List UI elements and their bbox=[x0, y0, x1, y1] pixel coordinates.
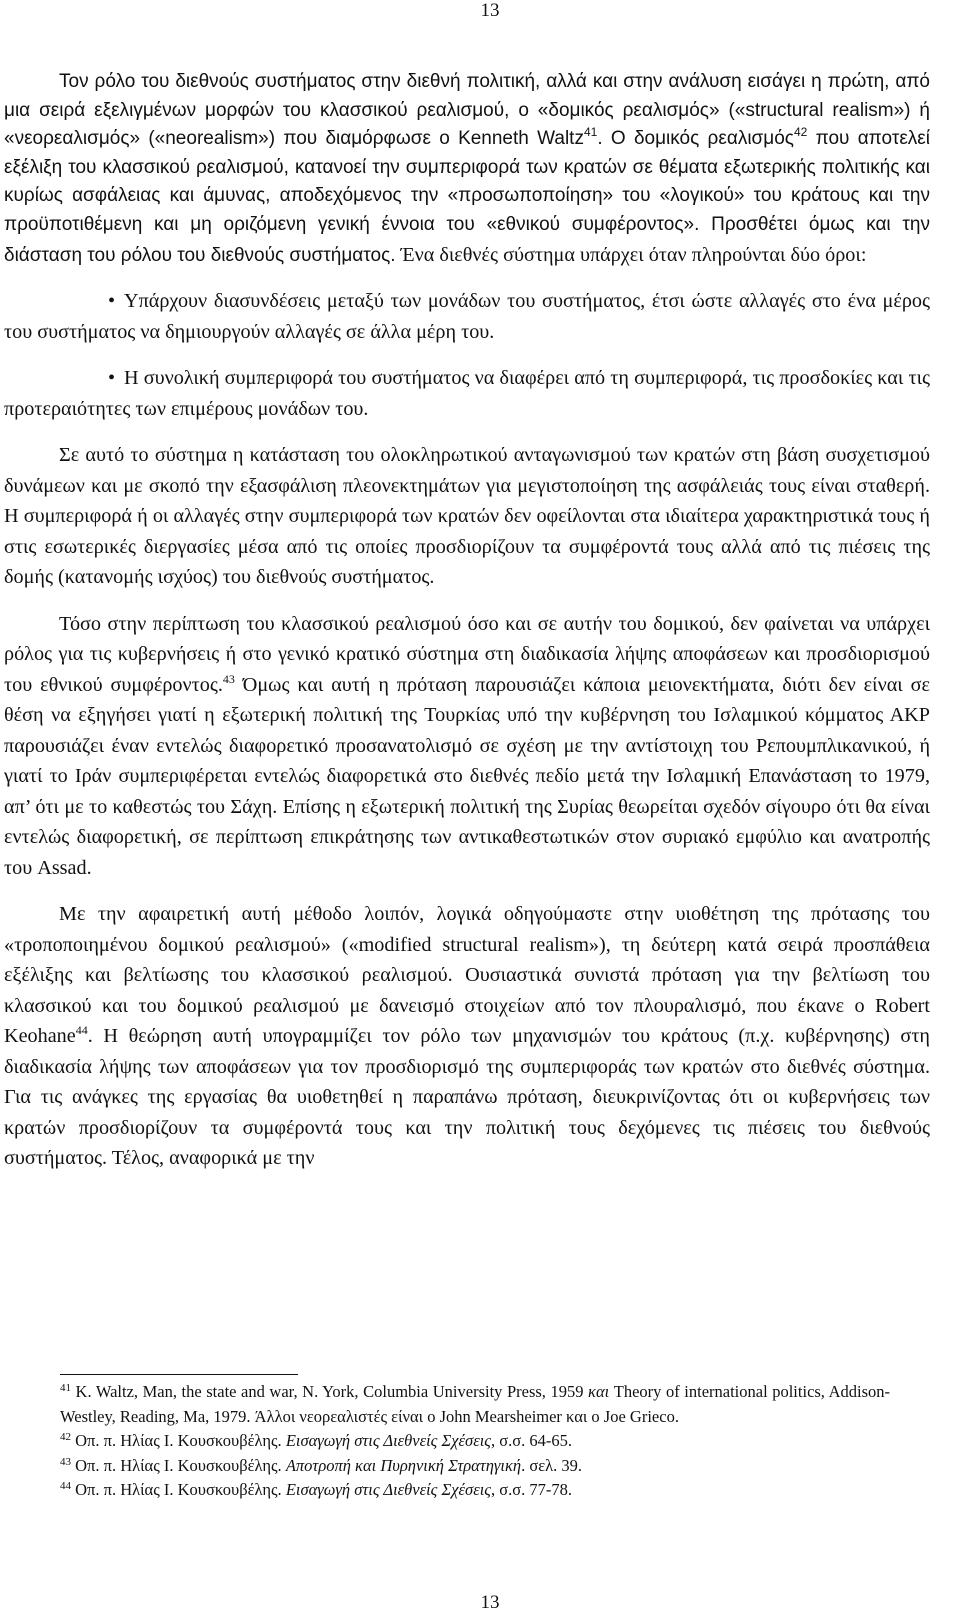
footnote-number: 42 bbox=[60, 1431, 71, 1443]
bullet-text: Η συνολική συμπεριφορά του συστήματος να διαφέρει από τη συμπεριφορά, τις προσδοκίες και τις προτεραιότητες των επιμέρους μονάδων του. bbox=[4, 367, 930, 420]
footnote-41 bbox=[60, 1380, 890, 1429]
paragraph-text: Με την αφαιρετική αυτή μέθοδο λοιπόν, λογικά οδηγούμαστε στην υιοθέτηση της πρότασης του «τροποποιημένου δομικού ρεαλισμού» («modified structural realism»), τη δεύτερη κατά σειρά προσπάθεια εξέλιξης και βελτίωσης του κλασσικού ρεαλισμού. Ουσιαστικά συνιστά πρόταση για την βελτίωση του κλασσικού και του δομικού ρεαλισμού με δανεισμό στοιχείων από τον πλουραλισμό, που έκανε ο Robert Keohane bbox=[4, 903, 930, 1048]
footnote-42 bbox=[60, 1429, 890, 1454]
footnote-ref-42[interactable]: 42 bbox=[793, 125, 808, 140]
footnote-italic: Εισαγωγή στις Διεθνείς Σχέσεις bbox=[285, 1480, 491, 1499]
footnote-ref-41[interactable]: 41 bbox=[583, 125, 598, 140]
page-number-top: 13 bbox=[480, 0, 500, 21]
paragraph-text: . Η θεώρηση αυτή υπογραμμίζει τον ρόλο των μηχανισμών του κράτους (π.χ. κυβέρνησης) στη διαδικασία λήψης των αποφάσεων για τον προσδιορισμό της συμπεριφοράς των κρατών στο διεθνές σύστημα. Για τις ανάγκες της εργασίας θα υιοθετηθεί η παραπάνω πρόταση, διευκρινίζοντας ότι οι κυβερνήσεις των κρατών προσδιορίζουν τα συμφέροντά τους και την πολιτική τους δεχόμενες τις πιέσεις του διεθνούς συστήματος. Τέλος, αναφορικά με την bbox=[4, 1025, 930, 1170]
page-number-bottom: 13 bbox=[480, 1592, 500, 1613]
footnote-43 bbox=[60, 1454, 890, 1479]
footnote-ref-44[interactable]: 44 bbox=[75, 1023, 88, 1038]
main-text bbox=[4, 68, 930, 1174]
footnote-text: K. Waltz, Man, the state and war, N. York, Columbia University Press, 1959 bbox=[71, 1382, 589, 1401]
paragraph-text: Όμως και αυτή η πρόταση παρουσιάζει κάποια μειονεκτήματα, διότι δεν είναι σε θέση να εξηγήσει γιατί η εξωτερική πολιτική της Τουρκίας υπό την κυβέρνηση του Ισλαμικού κόμματος ΑΚΡ παρουσιάζει έναν εντελώς διαφορετικό προσανατολισμό σε σχέση με την αντίστοιχη του Ρεπουμπλικανικού, ή γιατί το Ιράν συμπεριφέρεται εντελώς διαφορετικά στο διεθνές πεδίο μετά την Ισλαμική Επανάσταση το 1979, απ’ ότι με το καθεστώς του Σάχη. Επίσης η εξωτερική πολιτική της Συρίας θεωρείται σχεδόν σίγουρο ότι θα είναι εντελώς διαφορετική, σε περίπτωση επικράτησης των αντικαθεστωτικών στον συριακό εμφύλιο και ανατροπής του Assad. bbox=[4, 673, 930, 879]
footnote-number: 44 bbox=[60, 1480, 71, 1492]
footnote-text: Οπ. π. Ηλίας Ι. Κουσκουβέλης. bbox=[71, 1455, 286, 1475]
paragraph-text: Τόσο στην περίπτωση του κλασσικού ρεαλισμού όσο και σε αυτήν του δομικού, δεν φαίνεται να υπάρχει ρόλος για τις κυβερνήσεις ή στο γενικό κρατικό σύστημα στη διαδικασία λήψης αποφάσεων και προσδιορισμού του εθνικού συμφέροντος. bbox=[4, 612, 930, 696]
footnote-text: , σ.σ. 77-78. bbox=[490, 1480, 573, 1499]
footnote-separator bbox=[60, 1374, 298, 1375]
footnote-44 bbox=[60, 1478, 890, 1503]
paragraph-structural-realism bbox=[4, 68, 930, 270]
bullet-icon: • bbox=[108, 367, 116, 390]
bullet-item bbox=[4, 363, 930, 424]
footnote-text: Οπ. π. Ηλίας Ι. Κουσκουβέλης. bbox=[71, 1431, 286, 1450]
footnote-text: Οπ. π. Ηλίας Ι. Κουσκουβέλης. bbox=[71, 1480, 286, 1499]
bullet-icon: • bbox=[108, 290, 116, 313]
bullet-item bbox=[4, 286, 930, 347]
footnote-ref-43[interactable]: 43 bbox=[222, 671, 235, 686]
footnote-italic: Αποτροπή και Πυρηνική Στρατηγική bbox=[285, 1455, 522, 1475]
paragraph-modified-structural-realism bbox=[4, 899, 930, 1174]
footnote-italic: και bbox=[588, 1382, 610, 1401]
paragraph-text: Τον ρόλο του διεθνούς συστήματος στην διεθνή πολιτική, αλλά και στην ανάλυση εισάγει η πρώτη, από μια σειρά εξελιγμένων μορφών του κλασσικού ρεαλισμού, ο «δομικός ρεαλισμός» («structural realism») ή «νεορεαλισμός» («neorealism») που διαμόρφωσε ο Kenneth Waltz bbox=[4, 71, 930, 150]
footnote-number: 43 bbox=[60, 1455, 71, 1468]
footnote-text: , σ.σ. 64-65. bbox=[490, 1431, 573, 1450]
paragraph-system-competition: Σε αυτό το σύστημα η κατάσταση του ολοκληρωτικού ανταγωνισμού των κρατών στη βάση συσχετισμού δυνάμεων και με σκοπό την εξασφάλιση πλεονεκτημάτων για μεγιστοποίηση της ασφάλειάς τους είναι σταθερή. Η συμπεριφορά ή οι αλλαγές στην συμπεριφορά των κρατών δεν οφείλονται στα ιδιαίτερα χαρακτηριστικά τους ή στις εσωτερικές διεργασίες μέσα από τις οποίες προσδιορίζουν τα συμφέροντά τους αλλά από τις πιέσεις της δομής (κατανομής ισχύος) του διεθνούς συστήματος. bbox=[4, 444, 930, 589]
paragraph-text: Ένα διεθνές σύστημα υπάρχει όταν πληρούνται δύο όροι: bbox=[395, 243, 867, 266]
footnote-number: 41 bbox=[60, 1382, 71, 1394]
paragraph-text: που αποτελεί εξέλιξη του κλασσικού ρεαλισμού, κατανοεί την συμπεριφορά των κρατών σε θέματα εξωτερικής πολιτικής και κυρίως ασφάλειας και άμυνας, αποδεχόμενος την «προσωποποίηση» του «λογικού» του κράτους και την προϋποτιθέμενη και μη οριζόμενη γενική έννοια του «εθνικού συμφέροντος». Προσθέτει όμως και την διάσταση του ρόλου του διεθνούς συστήματος. bbox=[4, 128, 930, 266]
footnote-italic: Εισαγωγή στις Διεθνείς Σχέσεις bbox=[285, 1431, 491, 1450]
footnote-text: . σελ. 39. bbox=[521, 1455, 583, 1475]
bullet-text: Υπάρχουν διασυνδέσεις μεταξύ των μονάδων του συστήματος, έτσι ώστε αλλαγές στο ένα μέρος του συστήματος να δημιουργούν αλλαγές σε άλλα μέρη του. bbox=[4, 290, 930, 343]
paragraph-text: . Ο δομικός ρεαλισμός bbox=[597, 128, 794, 150]
footnotes bbox=[60, 1380, 890, 1503]
paragraph-classical-vs-structural bbox=[4, 609, 930, 884]
footnote-text: Theory of international politics, Addison-Westley, Reading, Ma, 1979. Άλλοι νεορεαλιστές είναι ο John Mearsheimer και ο Joe Grieco. bbox=[60, 1382, 890, 1426]
